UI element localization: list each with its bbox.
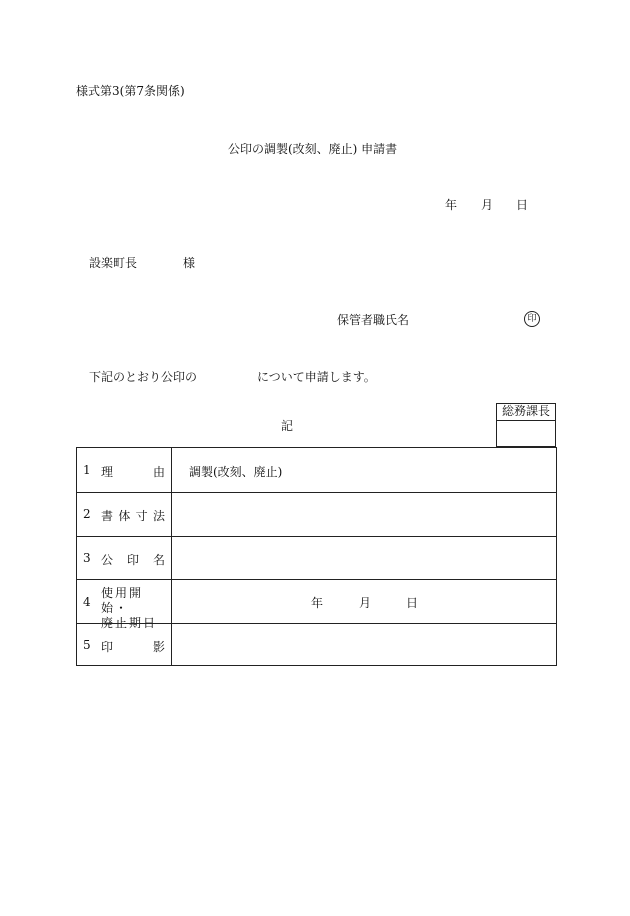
row-number: 2 bbox=[83, 507, 91, 521]
row-label: 使用開始・ 廃止期日 bbox=[101, 586, 158, 630]
addressee-name: 設楽町長 bbox=[89, 256, 138, 270]
detail-table bbox=[76, 447, 557, 666]
addressee-honorific: 様 bbox=[183, 256, 196, 270]
row-number: 1 bbox=[83, 463, 91, 477]
applicant-name-label: 保管者職氏名 bbox=[337, 313, 410, 327]
intro-text-left: 下記のとおり公印の bbox=[89, 370, 198, 384]
table-row-typeface-size bbox=[77, 492, 556, 536]
approval-stamp-box bbox=[496, 403, 556, 447]
use-date-year: 年 bbox=[311, 596, 324, 610]
date-month-label: 月 bbox=[481, 198, 494, 212]
form-number: 様式第3(第7条関係) bbox=[76, 84, 185, 98]
reason-value: 調製(改刻、廃止) bbox=[189, 465, 283, 479]
approval-header: 総務課長 bbox=[497, 404, 555, 421]
row-number: 3 bbox=[83, 551, 91, 565]
intro-text-right: について申請します。 bbox=[257, 370, 376, 384]
memo-mark: 記 bbox=[281, 419, 294, 433]
date-year-label: 年 bbox=[445, 198, 458, 212]
row-number: 4 bbox=[83, 595, 91, 609]
use-date-month: 月 bbox=[359, 596, 372, 610]
row-number: 5 bbox=[83, 638, 91, 652]
table-row-seal-name bbox=[77, 536, 556, 580]
seal-icon: 印 bbox=[524, 311, 540, 327]
table-row-use-date bbox=[77, 579, 556, 630]
row-label: 公 印 名 bbox=[101, 553, 165, 567]
use-date-day: 日 bbox=[406, 596, 419, 610]
table-row-seal-impression bbox=[77, 623, 556, 666]
row-label: 書 体 寸 法 bbox=[101, 509, 165, 523]
document-title: 公印の調製(改刻、廃止) 申請書 bbox=[228, 142, 398, 156]
table-row-reason bbox=[77, 448, 556, 492]
date-day-label: 日 bbox=[516, 198, 529, 212]
row-label: 理 由 bbox=[101, 465, 165, 479]
row-label: 印 影 bbox=[101, 640, 165, 654]
